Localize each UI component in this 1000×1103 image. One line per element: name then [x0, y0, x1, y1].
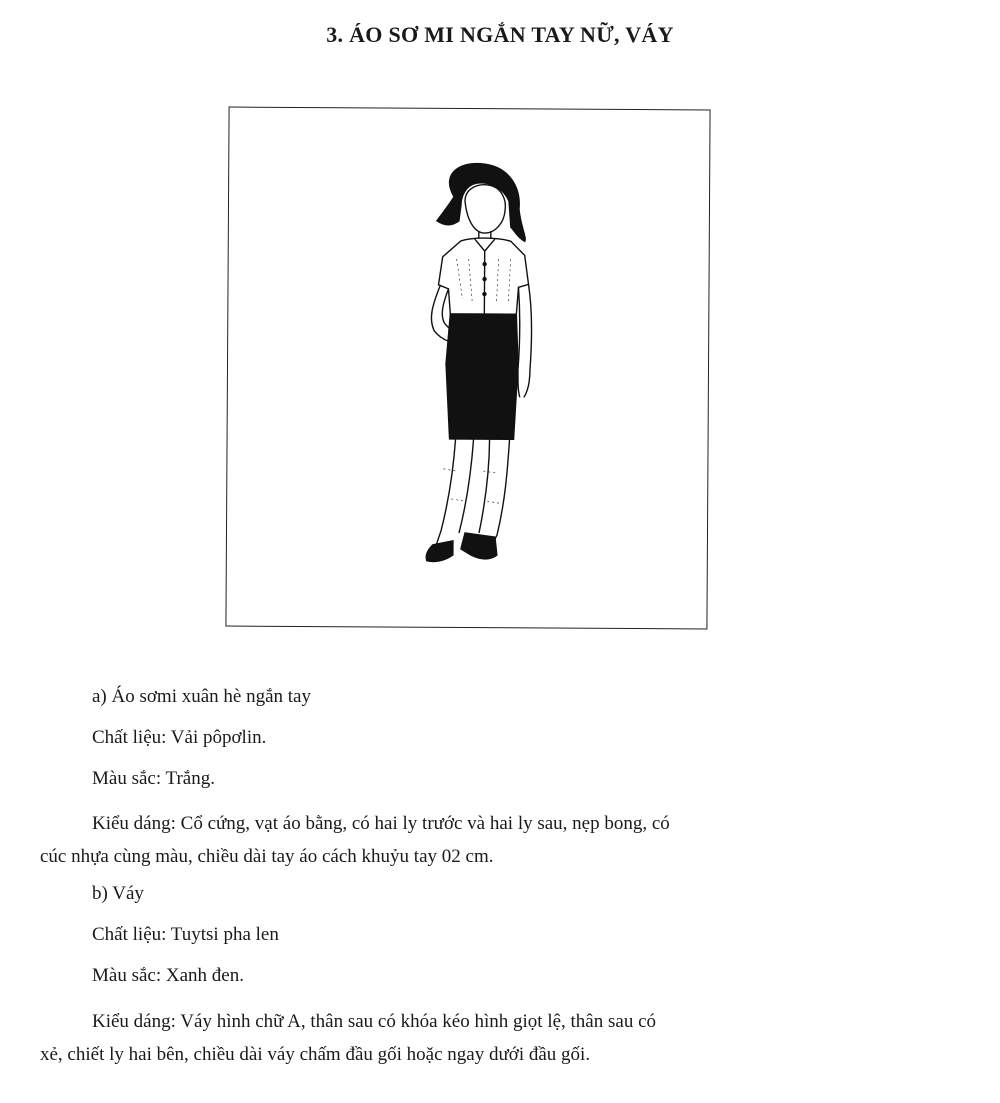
shoe-left: [426, 541, 453, 562]
skirt: [446, 314, 519, 439]
woman-figure: [426, 163, 532, 562]
section-b-style-line1: Kiểu dáng: Váy hình chữ A, thân sau có khóa kéo hình giọt lệ, thân sau có: [92, 1011, 656, 1032]
section-a-material: Chất liệu: Vải pôpơlin.: [92, 727, 267, 748]
shoe-right: [461, 533, 497, 559]
section-b-color: Màu sắc: Xanh đen.: [92, 965, 244, 986]
section-a-color: Màu sắc: Trắng.: [92, 768, 215, 789]
face: [465, 185, 506, 234]
legs: [435, 439, 510, 549]
section-a-style-line1: Kiểu dáng: Cổ cứng, vạt áo bằng, có hai ly trước và hai ly sau, nẹp bong, có: [92, 813, 670, 834]
section-a-heading: a) Áo sơmi xuân hè ngắn tay: [92, 686, 311, 707]
figure-frame: [225, 107, 710, 630]
uniform-illustration: [226, 108, 709, 629]
page-title: 3. ÁO SƠ MI NGẮN TAY NỮ, VÁY: [326, 22, 674, 47]
section-b-heading: b) Váy: [92, 883, 144, 904]
section-a-style-line2: cúc nhựa cùng màu, chiều dài tay áo cách khuỷu tay 02 cm.: [40, 846, 494, 867]
section-b-material: Chất liệu: Tuytsi pha len: [92, 924, 279, 945]
section-b-style-line2: xẻ, chiết ly hai bên, chiều dài váy chấm đầu gối hoặc ngay dưới đầu gối.: [40, 1044, 591, 1065]
